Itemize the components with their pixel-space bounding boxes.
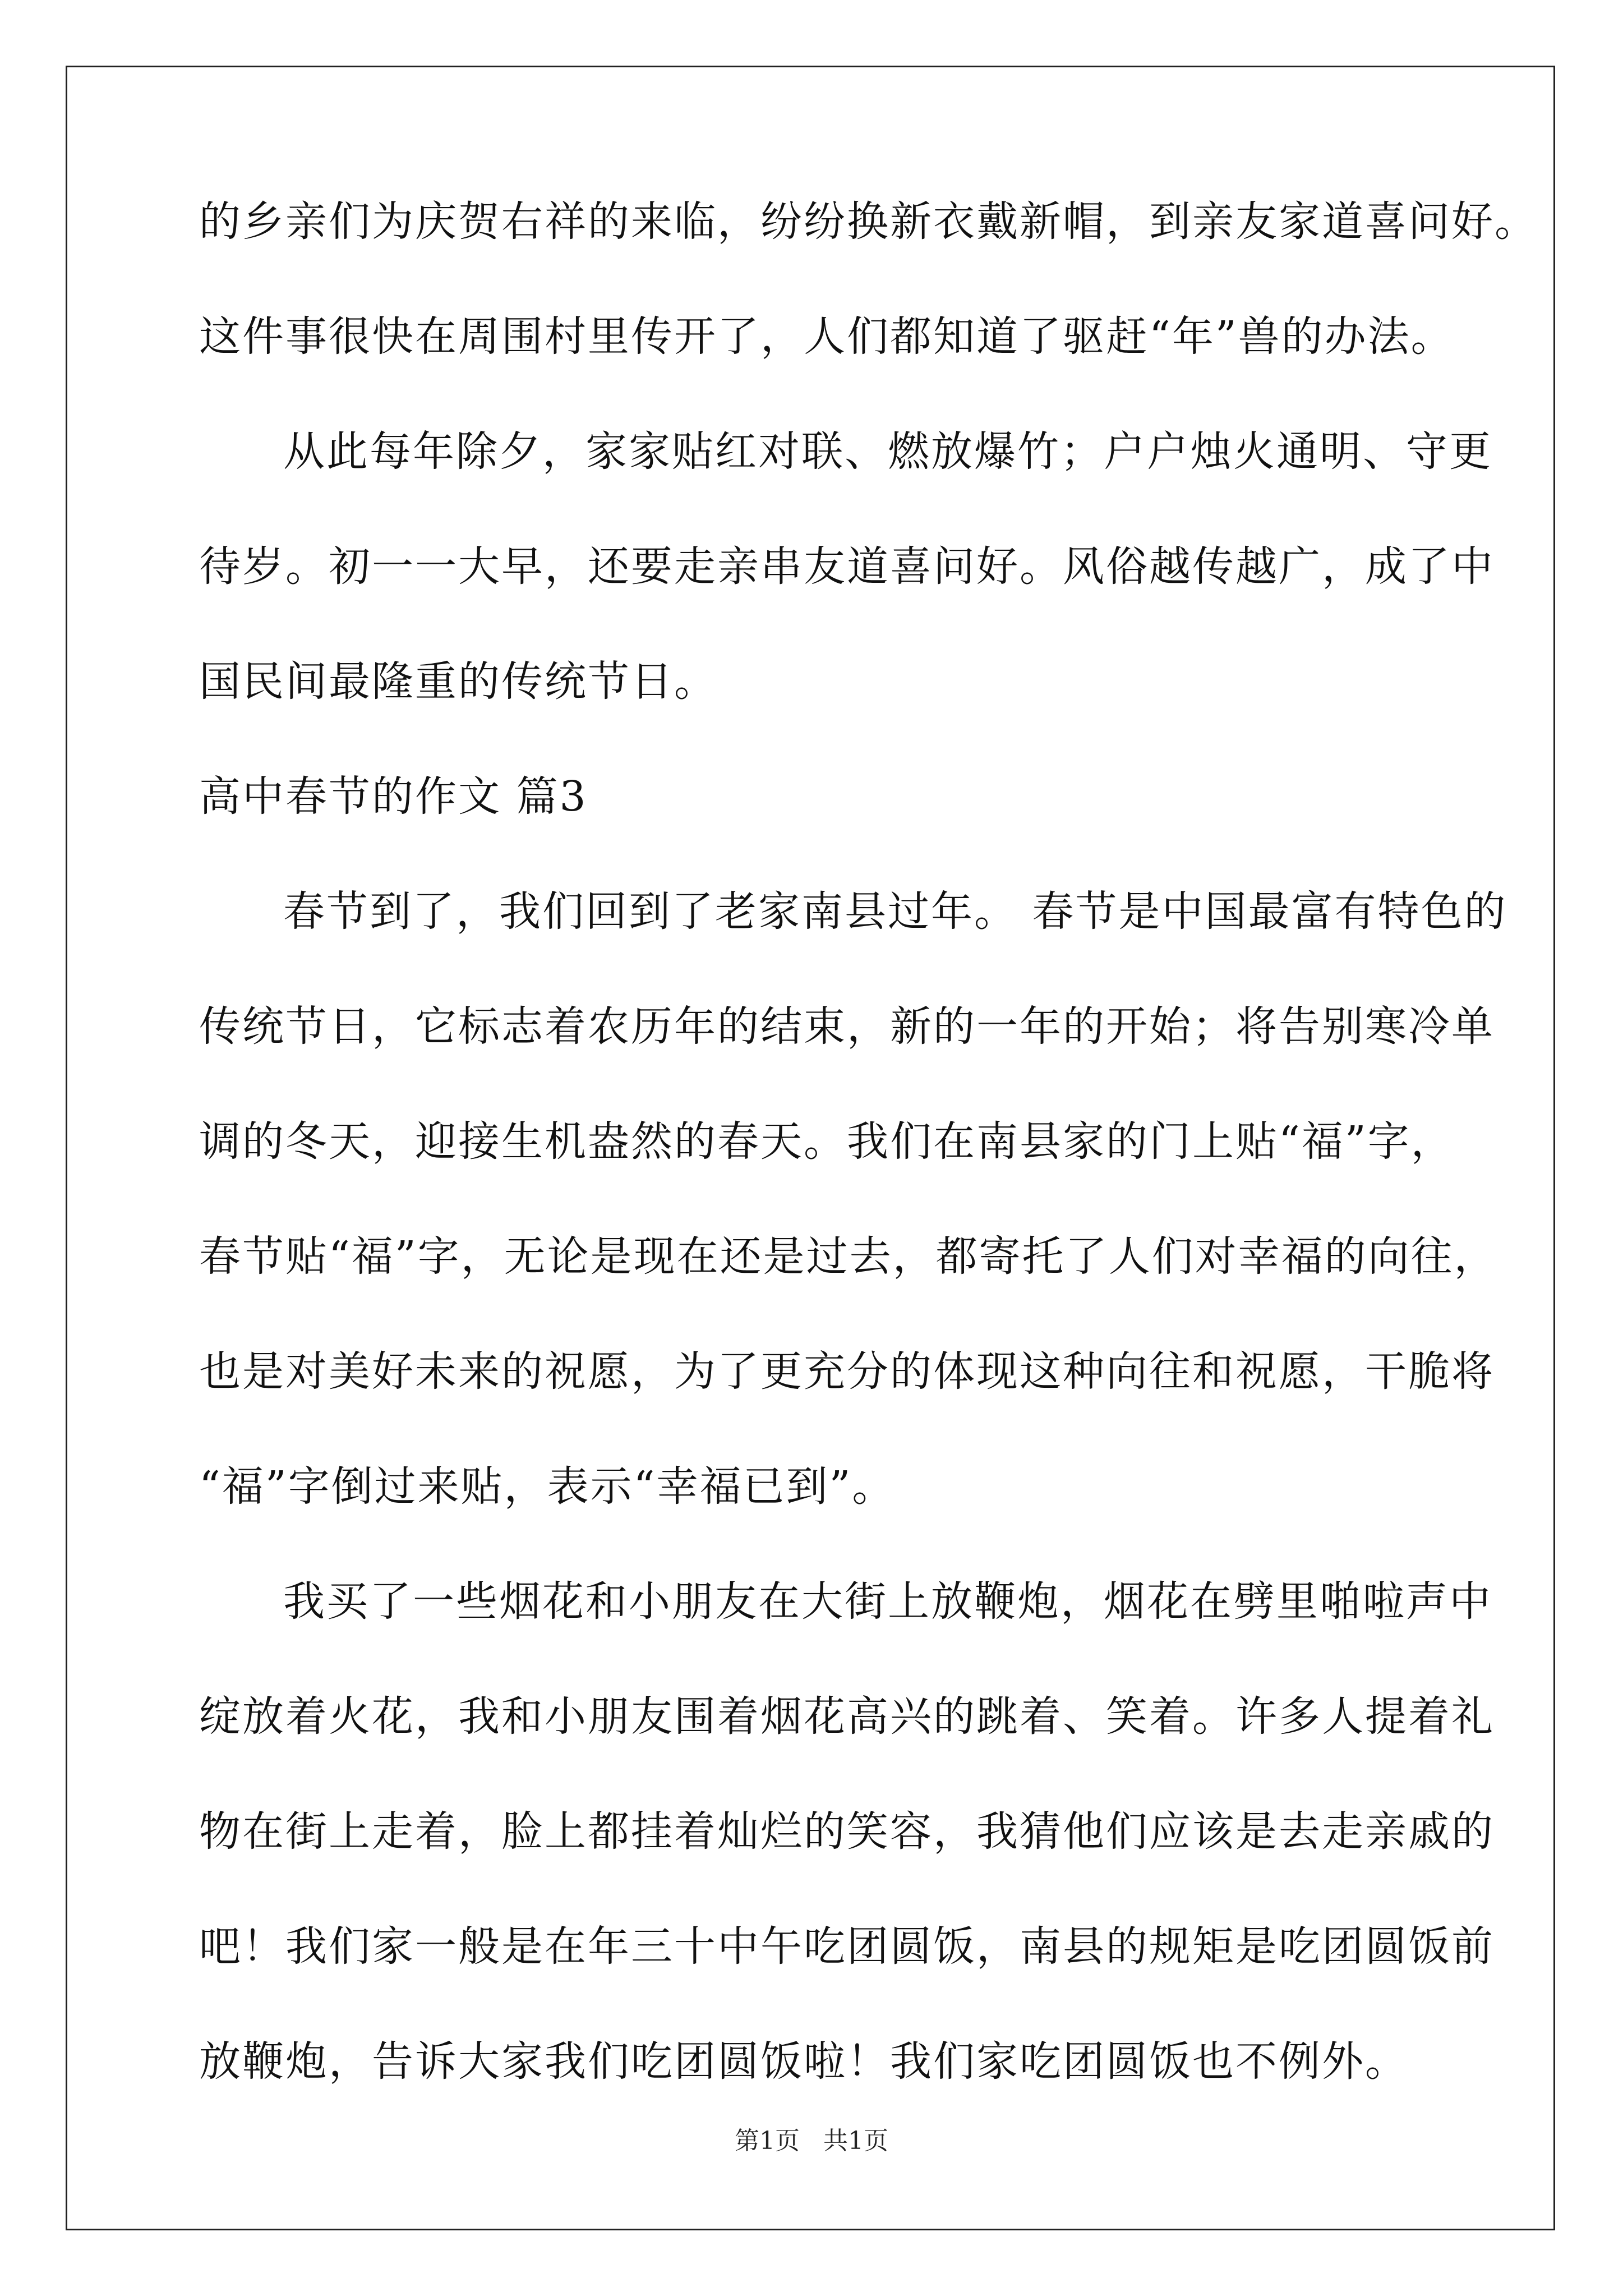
paragraph-line: 我买了一些烟花和小朋友在大街上放鞭炮，烟花在劈里啪啦声中 [283, 1577, 1492, 1626]
section-heading: 高中春节的作文 篇3 [199, 772, 588, 821]
paragraph-line: 调的冬天，迎接生机盎然的春天。我们在南县家的门上贴“福”字， [199, 1117, 1454, 1166]
paragraph-line: 国民间最隆重的传统节日。 [199, 657, 717, 706]
page-footer: 第1页 共1页 [735, 2127, 888, 2155]
paragraph-line: 吧！我们家一般是在年三十中午吃团圆饭，南县的规矩是吃团圆饭前 [199, 1922, 1495, 1971]
paragraph-line: 这件事很快在周围村里传开了，人们都知道了驱赶“年”兽的办法。 [199, 312, 1454, 361]
paragraph-line: 也是对美好未来的祝愿，为了更充分的体现这种向往和祝愿，干脆将 [199, 1347, 1495, 1396]
paragraph-line: 绽放着火花，我和小朋友围着烟花高兴的跳着、笑着。许多人提着礼 [199, 1692, 1495, 1741]
paragraph-line: 的乡亲们为庆贺右祥的来临，纷纷换新衣戴新帽，到亲友家道喜问好。 [199, 197, 1538, 246]
paragraph-line: 从此每年除夕，家家贴红对联、燃放爆竹；户户烛火通明、守更 [283, 427, 1492, 476]
paragraph-line: 待岁。初一一大早，还要走亲串友道喜问好。风俗越传越广，成了中 [199, 542, 1495, 591]
paragraph-line: “福”字倒过来贴，表示“幸福已到”。 [199, 1462, 896, 1511]
paragraph-line: 物在街上走着，脸上都挂着灿烂的笑容，我猜他们应该是去走亲戚的 [199, 1807, 1495, 1856]
paragraph-line: 传统节日，它标志着农历年的结束，新的一年的开始；将告别寒冷单 [199, 1002, 1495, 1051]
paragraph-line: 春节贴“福”字，无论是现在还是过去，都寄托了人们对幸福的向往， [199, 1232, 1497, 1281]
paragraph-line: 春节到了，我们回到了老家南县过年。 春节是中国最富有特色的 [283, 887, 1507, 936]
paragraph-line: 放鞭炮，告诉大家我们吃团圆饭啦！我们家吃团圆饭也不例外。 [199, 2037, 1408, 2086]
